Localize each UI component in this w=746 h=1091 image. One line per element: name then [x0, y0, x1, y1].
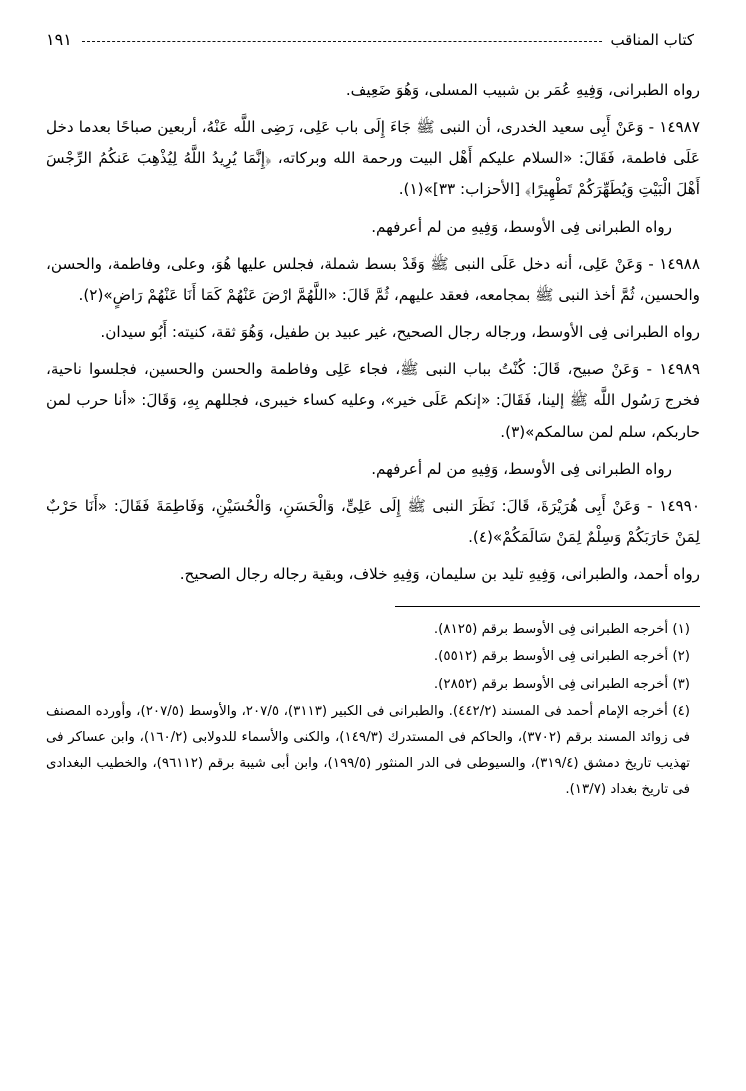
- paragraph: رواه الطبرانى، وَفِيهِ عُمَر بن شبيب المسلى، وَهُوَ ضَعِيف.: [345, 81, 700, 99]
- hadith-entry: ١٤٩٨٧ - وَعَنْ أَبِى سعيد الخدرى، أن النبى ﷺ جَاءَ إِلَى باب عَلِى، رَضِى اللَّه عَنْهُ، أربعين صباحًا بعدما دخل عَلَى فاطمة، فَقَالَ: «السلام عليكم أَهْل البيت ورحمة الله وبركاته، ﴿إِنَّمَا يُرِيدُ اللَّهُ لِيُذْهِبَ عَنكُمُ الرِّجْسَ أَهْلَ الْبَيْتِ وَيُطَهِّرَكُمْ تَطْهِيرًا﴾ [الأحزاب: ٣٣]»(١).: [46, 118, 700, 199]
- footnote: (١) أخرجه الطبرانى فِى الأوسط برقم (٨١٢٥).: [433, 622, 690, 638]
- footnote: (٢) أخرجه الطبرانى فِى الأوسط برقم (٥٥١٢).: [433, 649, 690, 665]
- footnote: (٣) أخرجه الطبرانى فِى الأوسط برقم (٢٨٥٢).: [433, 676, 690, 692]
- header-divider: [82, 41, 603, 42]
- book-title: كتاب المناقب: [610, 30, 694, 49]
- paragraph: رواه أحمد، والطبرانى، وَفِيهِ تليد بن سليمان، وَفِيهِ خلاف، وبقية رجاله رجال الصحيح.: [179, 565, 700, 584]
- footnote: (٤) أخرجه الإمام أحمد فى المسند (٤٤٢/٢). والطبرانى فى الكبير (٣١١٣)، ٢٠٧/٥، والأوسط (٢٠٧/٥)، وأورده المصنف فى زوائد المسند برقم (٣٧٠٢)، والحاكم فى المستدرك (١٤٩/٣)، والكنى والأسماء للدولابى (١٦٠/٢)، وابن عساكر فى تهذيب تاريخ دمشق (٣١٩/٤)، والسيوطى فى الدر المنثور (١٩٩/٥)، وابن أبى شيبة برقم (٩٦١١٢)، والخطيب البغدادى فى تاريخ بغداد (١٣/٧).: [46, 703, 691, 798]
- body-text: [46, 75, 700, 590]
- footnote-separator: [395, 606, 700, 607]
- page-number: ١٩١: [46, 30, 72, 49]
- page-header: [46, 30, 700, 49]
- footnotes: [46, 617, 700, 803]
- hadith-entry: ١٤٩٨٨ - وَعَنْ عَلِى، أنه دخل عَلَى النبى ﷺ وَقَدْ بسط شملة، فجلس عليها هُوَ، وعلى، وفاطمة، والحسن، والحسين، ثُمَّ أخذ النبى ﷺ بمجامعه، فعقد عليهم، ثُمَّ قَالَ: «اللَّهُمَّ ارْضَ عَنْهُمْ كَمَا أَنَا عَنْهُمْ رَاضٍ»(٢).: [46, 254, 700, 304]
- paragraph: رواه الطبرانى فِى الأوسط، وَفِيهِ من لم أعرفهم.: [371, 459, 672, 478]
- paragraph: رواه الطبرانى فِى الأوسط، وَفِيهِ من لم أعرفهم.: [371, 217, 672, 236]
- paragraph: رواه الطبرانى فِى الأوسط، ورجاله رجال الصحيح، غير عبيد بن طفيل، وَهُوَ ثقة، كنيته: أَبُو سيدان.: [100, 323, 700, 342]
- hadith-entry: ١٤٩٨٩ - وَعَنْ صبيح، قَالَ: كُنْتُ بباب النبى ﷺ، فجاء عَلِى وفاطمة والحسن والحسين، فجلسوا ناحية، فخرج رَسُول اللَّه ﷺ إلينا، فَقَالَ: «إنكم عَلَى خير»، وعليه كساء خيبرى، فجللهم بِهِ، وَقَالَ: «أنا حرب لمن حاربكم، سلم لمن سالمكم»(٣).: [46, 360, 700, 441]
- hadith-entry: ١٤٩٩٠ - وَعَنْ أَبِى هُرَيْرَةَ، قَالَ: نَظَرَ النبى ﷺ إِلَى عَلِىٍّ، وَالْحَسَنِ، وَالْحُسَيْنِ، وَفَاطِمَةَ فَقَالَ: «أَنَا حَرْبٌ لِمَنْ حَارَبَكُمْ وَسِلْمٌ لِمَنْ سَالَمَكُمْ»(٤).: [46, 496, 700, 547]
